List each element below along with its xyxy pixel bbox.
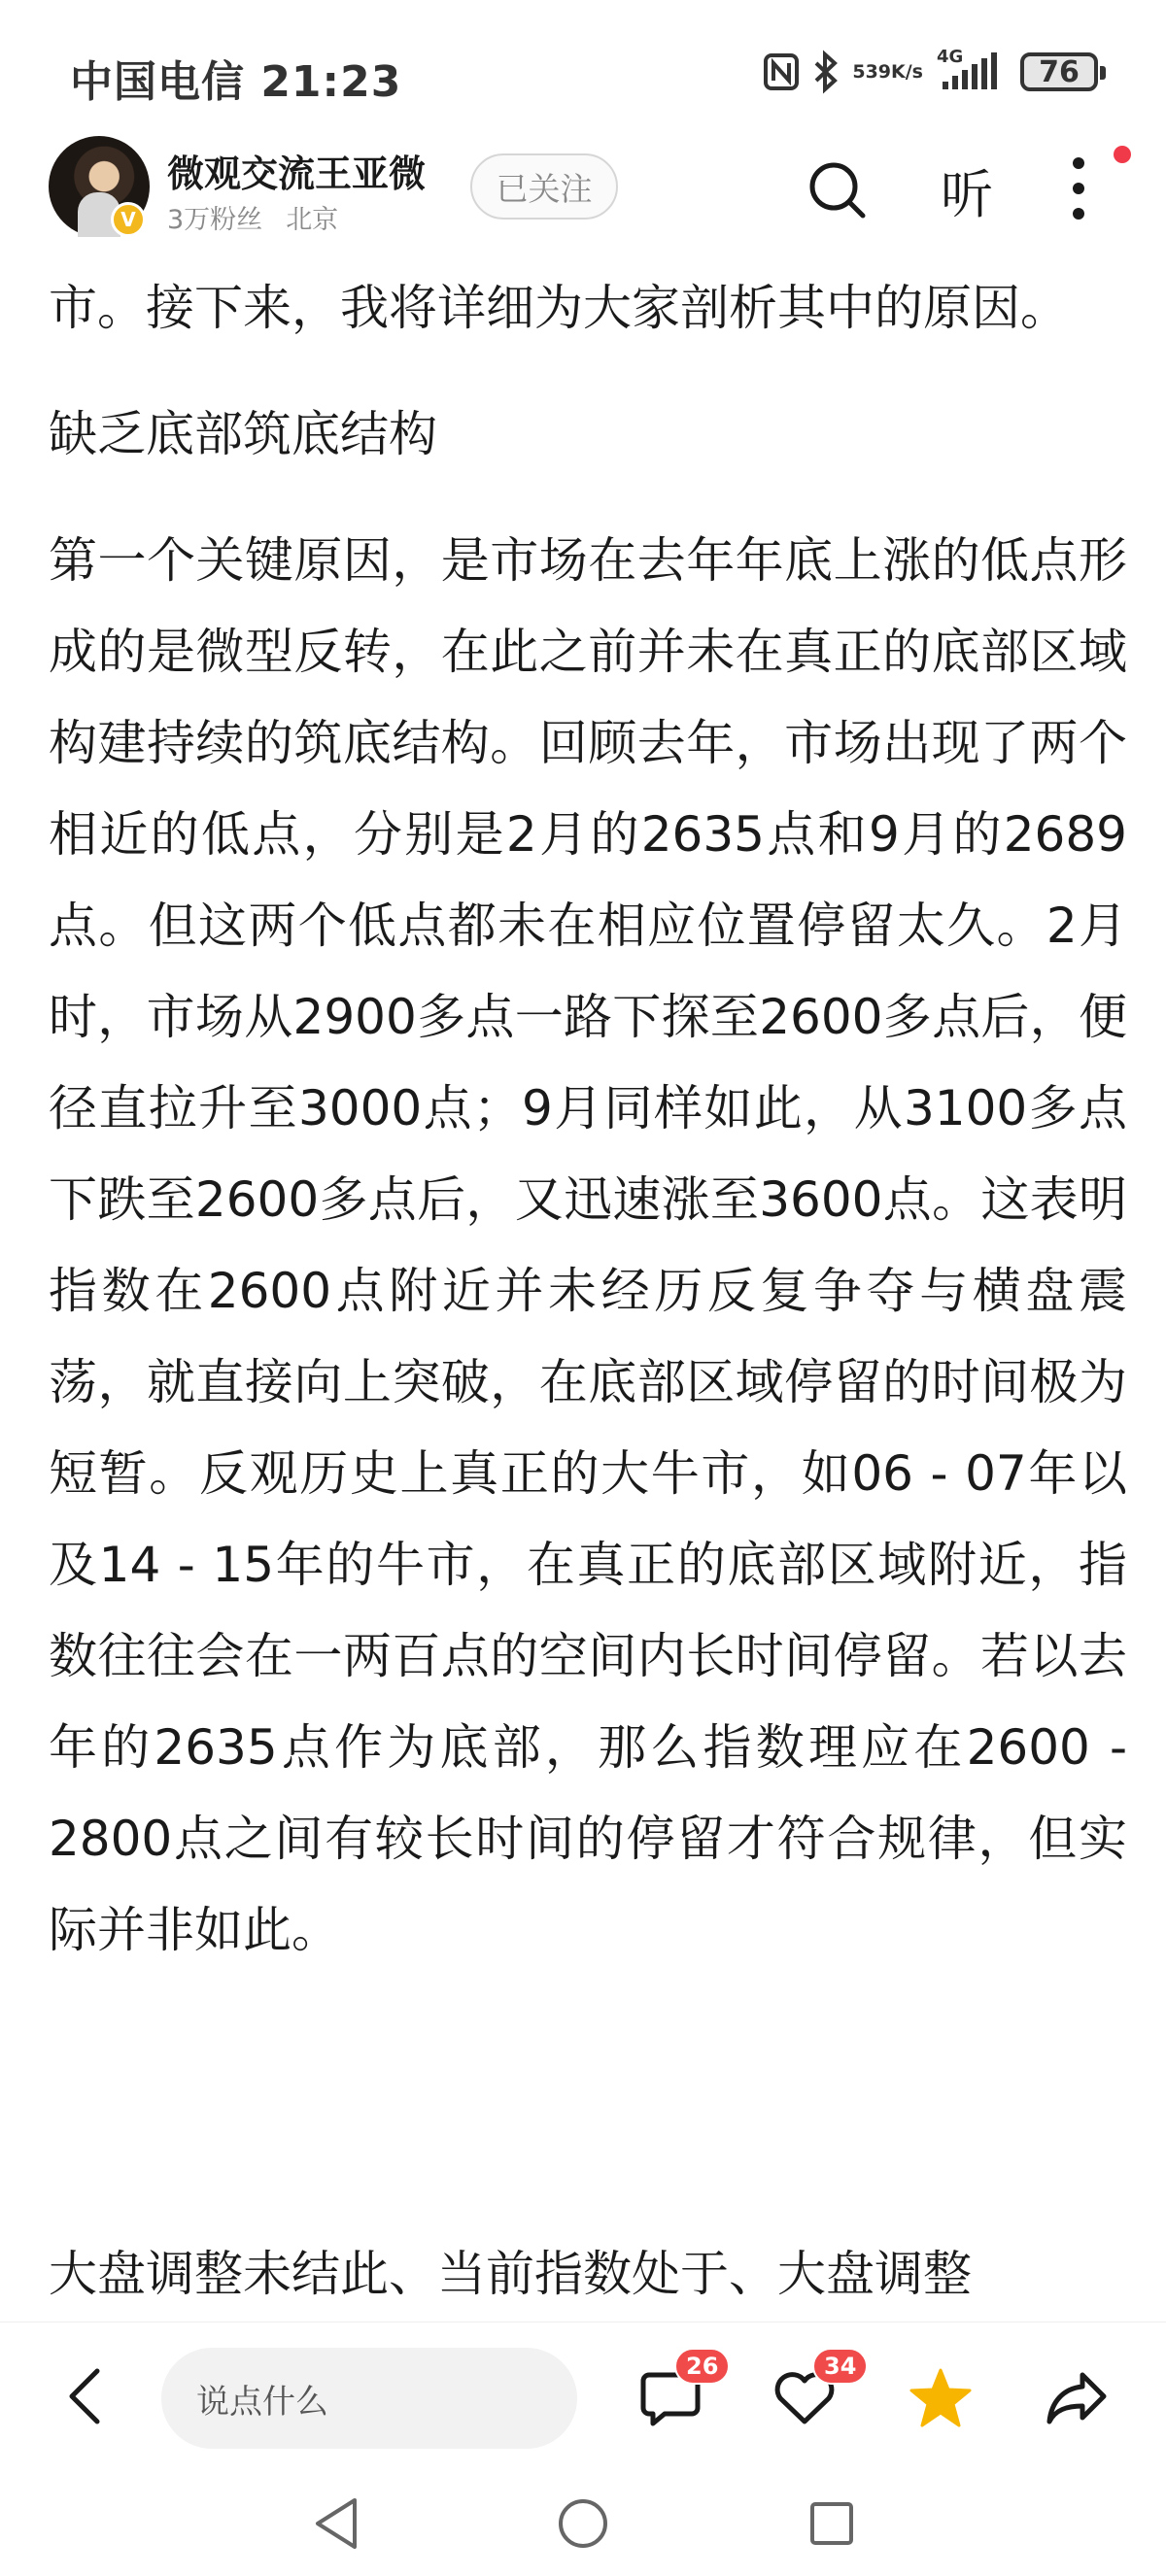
- search-icon[interactable]: [803, 155, 873, 225]
- like-count-badge: 34: [812, 2348, 868, 2385]
- favorite-star-icon[interactable]: [900, 2357, 981, 2439]
- article-header: [0, 126, 1166, 253]
- article-content: [49, 262, 1127, 2322]
- listen-button[interactable]: 听: [941, 163, 993, 225]
- nfc-icon: [763, 52, 800, 91]
- status-icons: [763, 45, 1098, 99]
- comment-count-badge: 26: [674, 2348, 730, 2385]
- comment-icon[interactable]: [630, 2353, 719, 2439]
- net-speed: [852, 62, 923, 82]
- battery-icon: [1020, 52, 1098, 91]
- comment-input[interactable]: 说点什么: [161, 2348, 577, 2449]
- follower-count: 3万粉丝: [167, 205, 263, 235]
- author-meta: [167, 198, 338, 236]
- more-options-icon[interactable]: [1049, 150, 1108, 227]
- system-nav-bar: [0, 2467, 1166, 2576]
- status-bar: [0, 0, 1166, 146]
- like-icon[interactable]: [764, 2353, 857, 2439]
- share-icon[interactable]: [1036, 2357, 1117, 2439]
- carrier-time: 中国电信 21:23: [70, 57, 402, 107]
- article-section-heading: 缺乏底部筑底结构: [49, 406, 437, 462]
- author-location: 北京: [286, 205, 339, 235]
- article-paragraph-body: 第一个关键原因，是市场在去年年底上涨的低点形成的是微型反转，在此之前并未在真正的底部区域构建持续的筑底结构。回顾去年，市场出现了两个相近的低点，分别是2月的2635点和9月的2689点。但这两个低点都未在相应位置停留太久。2月时，市场从2900多点一路下探至2600多点后，便径直拉升至3000点；9月同样如此，从3100多点下跌至2600多点后，又迅速涨至3600点。这表明指数在2600点附近并未经历反复争夺与横盘震荡，就直接向上突破，在底部区域停留的时间极为短暂。反观历史上真正的大牛市，如06 - 07年以及14 - 15年的牛市，在真正的底部区域附近，指数往往会在一两百点的空间内长时间停留。若以去年的2635点作为底部，那么指数理应在2600 - 2800点之间有较长时间的停留才符合规律，但实际并非如此。: [49, 532, 1127, 1958]
- bottom-action-bar: [0, 2322, 1166, 2467]
- nav-home-icon[interactable]: [544, 2485, 622, 2562]
- cut-off-text: 大盘调整未结此、当前指数处于、大盘调整: [49, 2246, 972, 2302]
- follow-button[interactable]: 已关注: [470, 153, 618, 220]
- verified-badge-icon: V: [111, 202, 146, 237]
- signal-icon: [937, 47, 1007, 91]
- notification-dot: [1114, 146, 1131, 163]
- article-paragraph-intro: 市。接下来，我将详细为大家剖析其中的原因。: [49, 280, 1069, 336]
- bluetooth-icon: [813, 51, 839, 92]
- nav-recent-apps-icon[interactable]: [793, 2485, 871, 2562]
- nav-back-icon[interactable]: [297, 2485, 375, 2562]
- network-type: 4G: [937, 47, 964, 67]
- net-speed-unit: K/s: [891, 61, 923, 83]
- net-speed-value: 539: [852, 61, 892, 83]
- battery-level: 76: [1039, 54, 1080, 89]
- article-cut-off-line: [49, 2246, 1127, 2322]
- back-arrow-icon[interactable]: [51, 2361, 120, 2431]
- author-name[interactable]: 微观交流王亚微: [167, 153, 427, 195]
